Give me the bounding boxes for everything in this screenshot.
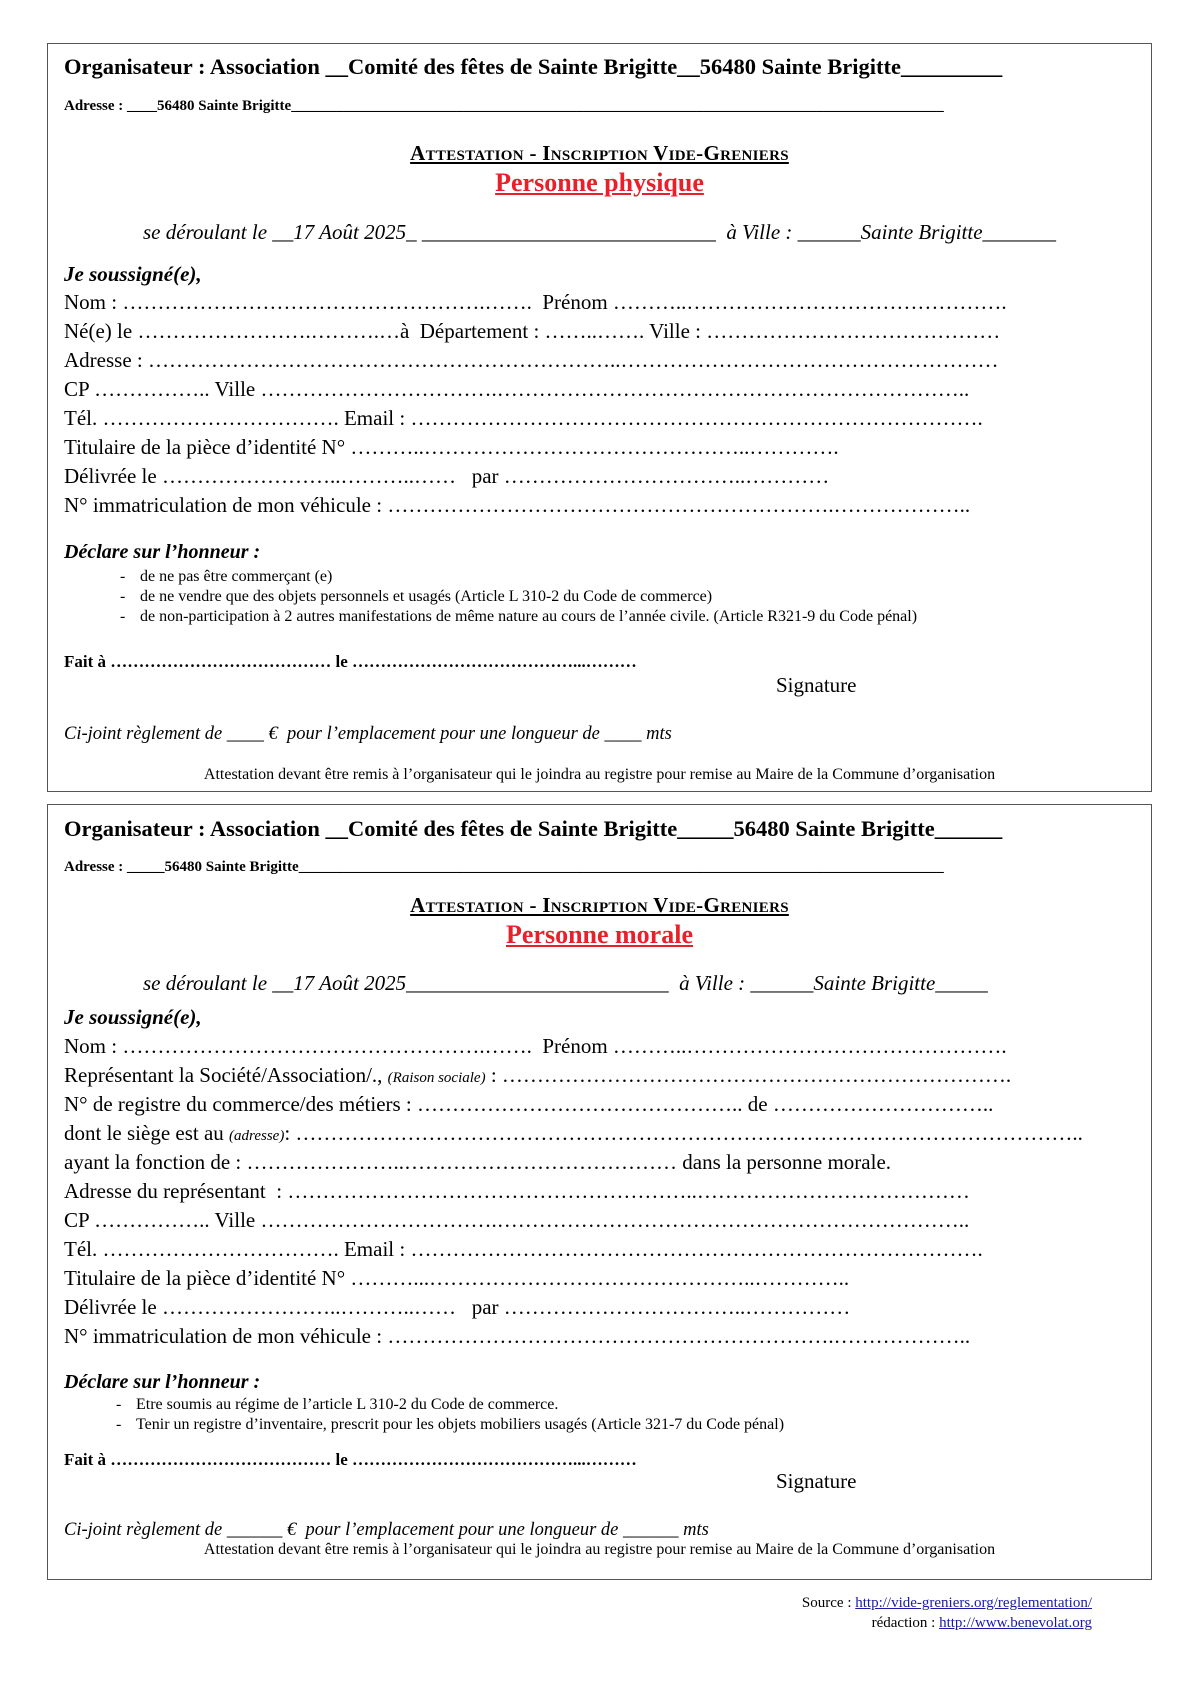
field-cp-ville: CP …………….. Ville …………………………….………………………………………………………….. bbox=[64, 377, 970, 401]
representant-dots: : ………………………………………………………………. bbox=[485, 1063, 1012, 1087]
declare-heading: Déclare sur l’honneur : bbox=[64, 1371, 261, 1393]
bullet-dash: - bbox=[120, 588, 126, 605]
declaration-item: Tenir un registre d’inventaire, prescrit pour les objets mobiliers usagés (Article 321-7 du Code pénal) bbox=[136, 1416, 785, 1433]
adresse-hint: (adresse) bbox=[229, 1128, 285, 1144]
form-personne-morale bbox=[47, 804, 1152, 1580]
declaration-item: de ne pas être commerçant (e) bbox=[140, 568, 333, 585]
field-cp-ville: CP …………….. Ville …………………………….………………………………………………………….. bbox=[64, 1208, 970, 1232]
form-subtitle: Personne morale bbox=[505, 920, 693, 949]
siege-label: dont le siège est au bbox=[64, 1121, 230, 1145]
attestation-note: Attestation devant être remis à l’organisateur qui le joindra au registre pour remise au Maire de la Commune d’organisation bbox=[203, 1541, 996, 1558]
form-title: Attestation - Inscription Vide-Greniers bbox=[410, 141, 789, 165]
date-line: se déroulant le __17 Août 2025_________________________ à Ville : ______Sainte Brigitte_____ bbox=[143, 971, 988, 995]
field-nom-prenom: Nom : …………………………………………….……. Prénom ………..………………………………………. bbox=[64, 1034, 1007, 1058]
fait-a-line: Fait à ………………………………… le …………………………………...……… bbox=[64, 652, 637, 671]
organisateur-line: Organisateur : Association __Comité des fêtes de Sainte Brigitte_____56480 Sainte Brigitte______ bbox=[64, 816, 1003, 841]
field-fonction: ayant la fonction de : …………………..………………………………… dans la personne morale. bbox=[64, 1150, 892, 1174]
field-siege bbox=[64, 1123, 1083, 1144]
attestation-note: Attestation devant être remis à l’organisateur qui le joindra au registre pour remise au Maire de la Commune d’organisation bbox=[203, 766, 996, 783]
field-adresse-representant: Adresse du représentant : …………………………………………………..………………………………… bbox=[64, 1179, 970, 1203]
field-registre-commerce: N° de registre du commerce/des métiers : ……………………………………….. de ………………………….. bbox=[64, 1092, 994, 1116]
redaction-line bbox=[872, 1615, 1092, 1632]
field-nom-prenom: Nom : …………………………………………….……. Prénom ………..………………………………………. bbox=[64, 290, 1007, 314]
reglement-line: Ci-joint règlement de ______ € pour l’emplacement pour une longueur de ______ mts bbox=[64, 1520, 709, 1540]
source-line bbox=[802, 1595, 1092, 1612]
form-title: Attestation - Inscription Vide-Greniers bbox=[410, 893, 789, 917]
field-naissance: Né(e) le …………………….……….…à Département : ……..……. Ville : …………………………………… bbox=[64, 319, 1001, 343]
adresse-line: Adresse : _____56480 Sainte Brigitte______________________________________________________________________________________ bbox=[64, 859, 944, 875]
field-delivree: Délivrée le ……………………..………..…… par ……………………………..…………… bbox=[64, 1295, 851, 1319]
field-tel-email: Tél. ……………………………. Email : ………………………………………………………………………. bbox=[64, 1237, 983, 1261]
field-delivree: Délivrée le ……………………..………..…… par ……………………………..………… bbox=[64, 464, 830, 488]
bullet-dash: - bbox=[120, 608, 126, 625]
declare-heading: Déclare sur l’honneur : bbox=[64, 541, 261, 563]
redaction-link[interactable]: http://www.benevolat.org bbox=[939, 1615, 1092, 1631]
bullet-dash: - bbox=[116, 1416, 122, 1433]
declaration-item: de ne vendre que des objets personnels et usagés (Article L 310-2 du Code de commerce) bbox=[140, 588, 713, 605]
form-personne-physique bbox=[47, 43, 1152, 792]
bullet-dash: - bbox=[116, 1396, 122, 1413]
declaration-item: Etre soumis au régime de l’article L 310-2 du Code de commerce. bbox=[136, 1396, 559, 1413]
representant-label: Représentant la Société/Association/., bbox=[64, 1063, 388, 1087]
field-tel-email: Tél. ……………………………. Email : ………………………………………………………………………. bbox=[64, 406, 983, 430]
form-subtitle: Personne physique bbox=[495, 168, 704, 197]
source-link[interactable]: http://vide-greniers.org/reglementation/ bbox=[855, 1595, 1092, 1611]
reglement-line: Ci-joint règlement de ____ € pour l’emplacement pour une longueur de ____ mts bbox=[64, 724, 672, 744]
adresse-line: Adresse : ____56480 Sainte Brigitte_______________________________________________________________________________________ bbox=[64, 98, 944, 114]
siege-dots: : ………………………………………………………………………………………………….. bbox=[284, 1121, 1083, 1145]
field-adresse: Adresse : …………………………………………………………..……………………………………………… bbox=[64, 348, 999, 372]
field-representant bbox=[64, 1065, 1011, 1086]
bullet-dash: - bbox=[120, 568, 126, 585]
organisateur-line: Organisateur : Association __Comité des fêtes de Sainte Brigitte__56480 Sainte Brigitte_________ bbox=[64, 54, 1003, 79]
declaration-item: de non-participation à 2 autres manifestations de même nature au cours de l’année civile. (Article R321-9 du Code pénal) bbox=[140, 608, 918, 625]
signature-label: Signature bbox=[776, 673, 857, 697]
redaction-label: rédaction : bbox=[871, 1615, 940, 1631]
date-line: se déroulant le __17 Août 2025_ ____________________________ à Ville : ______Sainte Brigitte_______ bbox=[143, 220, 1057, 244]
fait-a-line: Fait à ………………………………… le …………………………………...……… bbox=[64, 1450, 637, 1469]
soussigne-label: Je soussigné(e), bbox=[64, 262, 202, 286]
soussigne-label: Je soussigné(e), bbox=[64, 1005, 202, 1029]
raison-sociale-hint: (Raison sociale) bbox=[387, 1070, 486, 1086]
signature-label: Signature bbox=[776, 1469, 857, 1493]
field-immatriculation: N° immatriculation de mon véhicule : ……………………………………………………….……………….. bbox=[64, 493, 971, 517]
field-immatriculation: N° immatriculation de mon véhicule : ……………………………………………………….……………….. bbox=[64, 1324, 971, 1348]
field-piece-identite: Titulaire de la pièce d’identité N° ………..………………………………………..…………. bbox=[64, 435, 839, 459]
source-label: Source : bbox=[801, 1595, 856, 1611]
field-piece-identite: Titulaire de la pièce d’identité N° ………...………………………………………..………….. bbox=[64, 1266, 850, 1290]
